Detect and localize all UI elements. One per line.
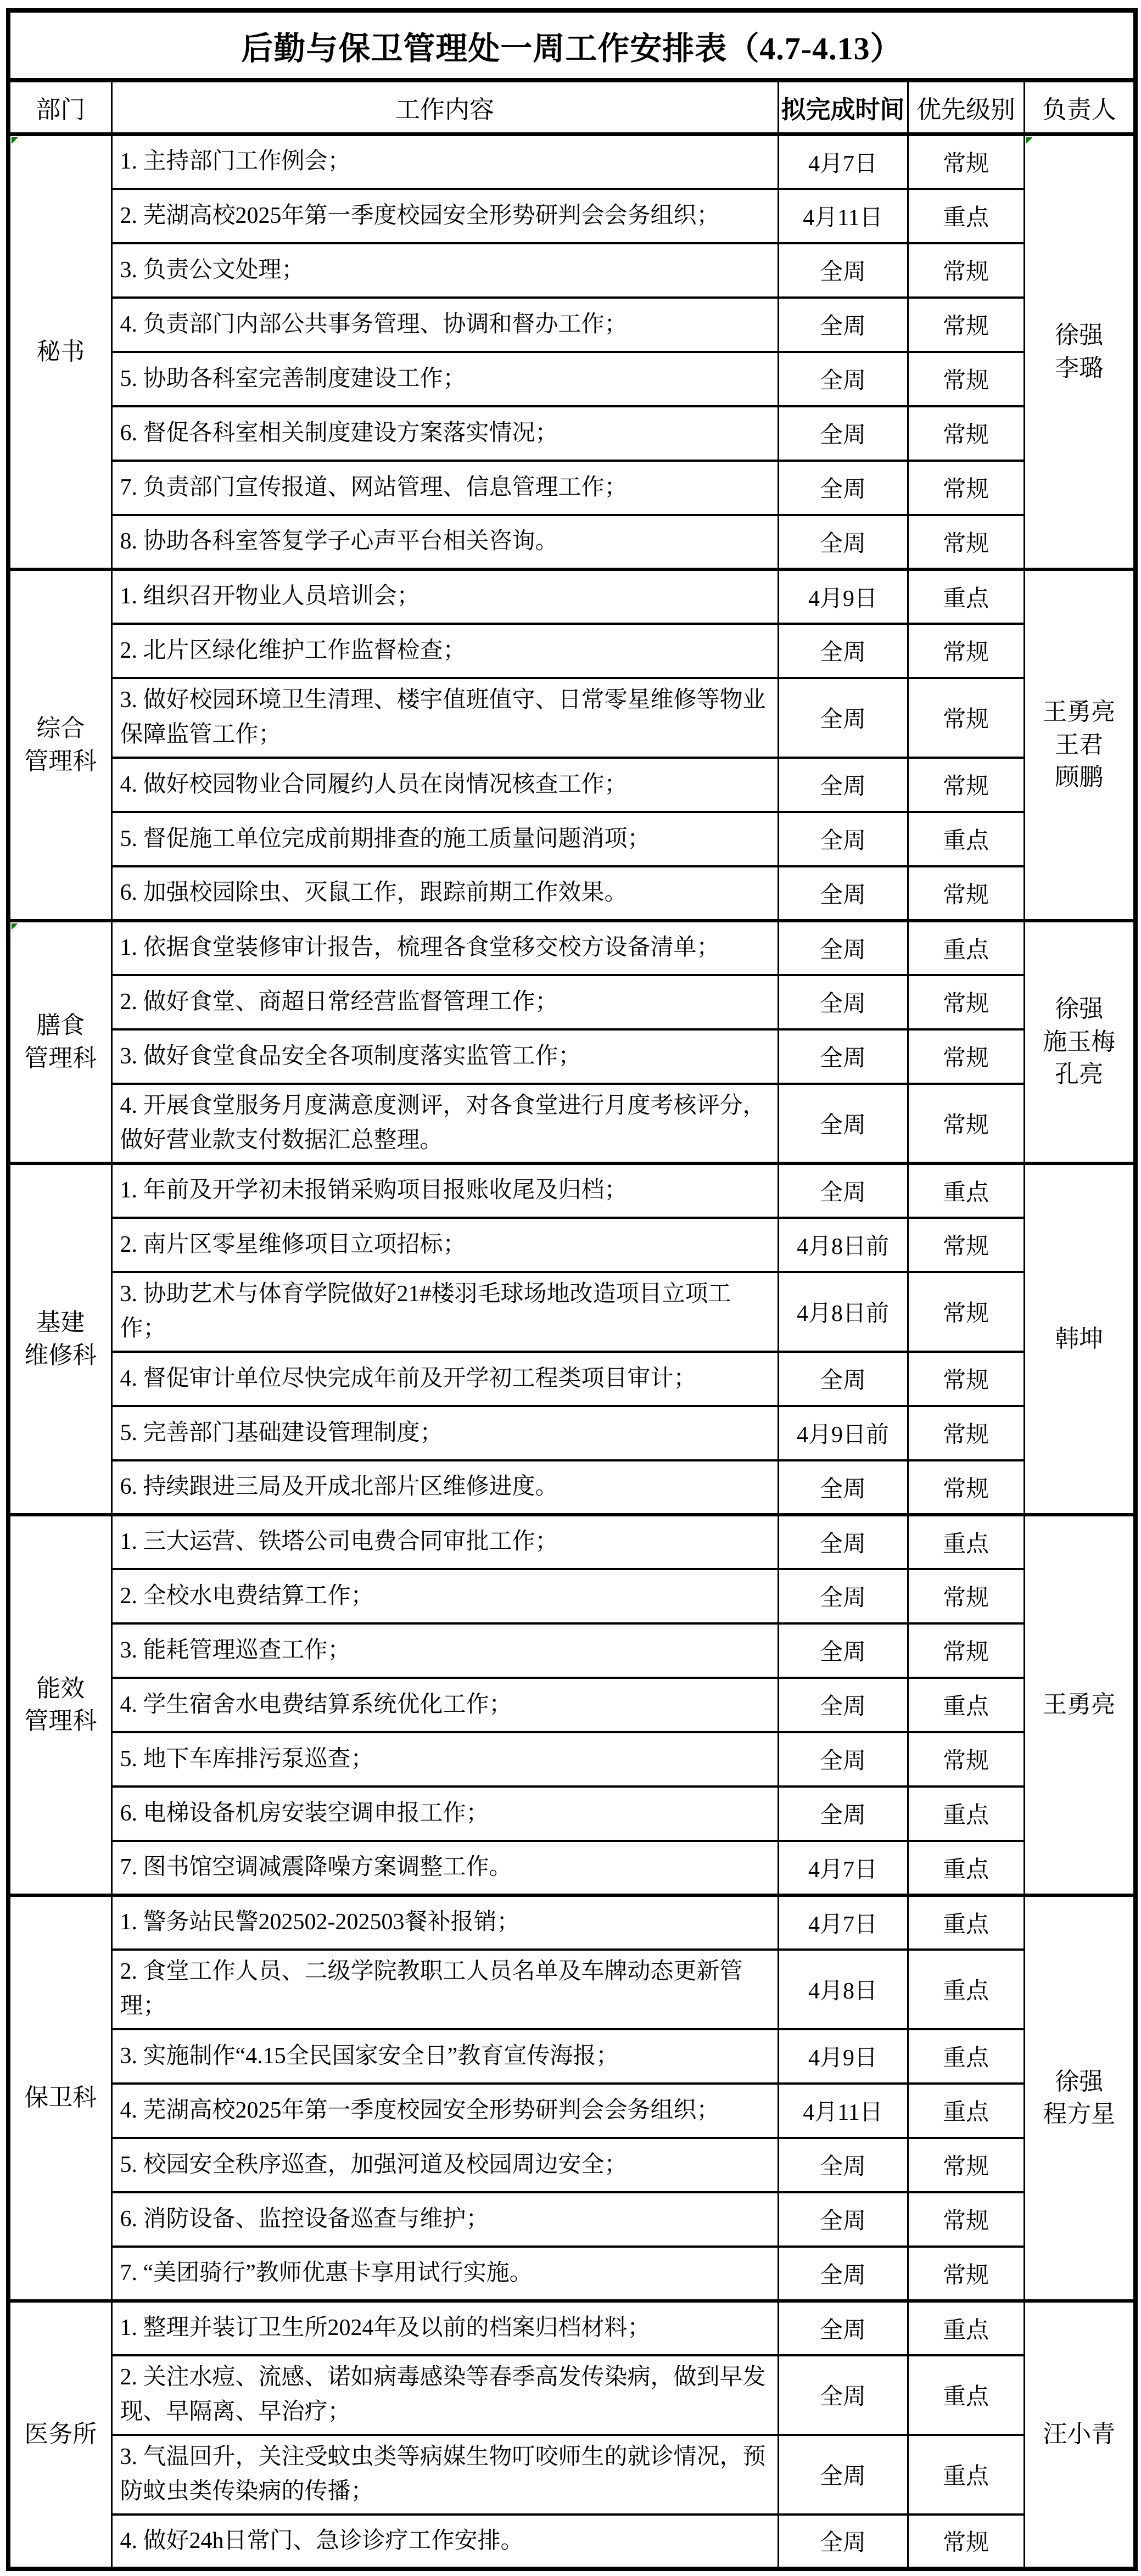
task-content-cell: 6. 消防设备、监控设备巡查与维护； [111,2192,778,2247]
task-priority-cell: 重点 [908,1895,1024,1950]
task-time-cell: 4月8日前 [778,1272,908,1352]
column-header-0: 部门 [8,80,111,135]
task-priority-cell: 重点 [908,812,1024,866]
task-content-cell: 6. 电梯设备机房安装空调申报工作； [111,1787,778,1841]
department-label: 管理科 [24,1707,97,1734]
task-time-cell: 全周 [778,921,908,975]
table-row [8,2435,1136,2515]
task-time-cell: 全周 [778,758,908,812]
department-label: 维修科 [24,1341,97,1369]
task-priority-cell: 常规 [908,758,1024,812]
owner-name: 程方星 [1043,2101,1116,2127]
table-row [8,1352,1136,1406]
owner-cell [1024,1515,1136,1895]
task-content-cell: 2. 全校水电费结算工作； [111,1569,778,1623]
department-cell [8,135,111,569]
excel-flag-icon [1026,137,1033,144]
table-row [8,921,1136,975]
task-time-cell: 全周 [778,624,908,678]
table-row [8,1163,1136,1218]
task-priority-cell: 重点 [908,1841,1024,1895]
owner-cell [1024,1895,1136,2301]
task-content-cell: 1. 警务站民警202502-202503餐补报销； [111,1895,778,1950]
table-row [8,812,1136,866]
task-content-cell: 7. 负责部门宣传报道、网站管理、信息管理工作； [111,461,778,515]
task-time-cell: 全周 [778,1623,908,1678]
task-time-cell: 全周 [778,2192,908,2247]
task-time-cell: 全周 [778,461,908,515]
department-label: 基建 [36,1309,85,1336]
task-content-cell: 2. 南片区零星维修项目立项招标； [111,1218,778,1272]
task-time-cell: 全周 [778,866,908,921]
task-priority-cell: 常规 [908,866,1024,921]
task-priority-cell: 常规 [908,2247,1024,2301]
task-content-cell: 6. 持续跟进三局及开成北部片区维修进度。 [111,1460,778,1515]
task-content-cell: 4. 学生宿舍水电费结算系统优化工作； [111,1678,778,1732]
task-content-cell: 4. 芜湖高校2025年第一季度校园安全形势研判会会务组织； [111,2084,778,2138]
owner-cell [1024,2301,1136,2569]
task-content-cell: 3. 气温回升，关注受蚊虫类等病媒生物叮咬师生的就诊情况，预防蚊虫类传染病的传播； [111,2435,778,2515]
task-priority-cell: 常规 [908,624,1024,678]
task-time-cell: 4月9日 [778,2029,908,2084]
department-label: 综合 [36,715,85,742]
task-priority-cell: 常规 [908,1623,1024,1678]
task-content-cell: 5. 督促施工单位完成前期排查的施工质量问题消项； [111,812,778,866]
title-row [8,10,1136,80]
task-time-cell: 全周 [778,1515,908,1569]
task-content-cell: 3. 协助艺术与体育学院做好21#楼羽毛球场地改造项目立项工作； [111,1272,778,1352]
task-time-cell: 全周 [778,812,908,866]
task-time-cell: 全周 [778,1029,908,1084]
task-content-cell: 6. 督促各科室相关制度建设方案落实情况； [111,406,778,461]
task-priority-cell: 重点 [908,2084,1024,2138]
task-priority-cell: 常规 [908,678,1024,758]
task-priority-cell: 重点 [908,1950,1024,2029]
task-content-cell: 5. 地下车库排污泵巡查； [111,1732,778,1787]
task-content-cell: 3. 能耗管理巡查工作； [111,1623,778,1678]
task-content-cell: 2. 芜湖高校2025年第一季度校园安全形势研判会会务组织； [111,189,778,243]
task-time-cell: 全周 [778,515,908,569]
owner-name: 王勇亮 [1043,1691,1116,1718]
table-row [8,1895,1136,1950]
table-row [8,624,1136,678]
department-cell [8,921,111,1163]
department-label: 保卫科 [24,2084,97,2112]
task-time-cell: 4月11日 [778,189,908,243]
owner-name: 王勇亮 [1043,698,1116,726]
task-time-cell: 全周 [778,352,908,406]
task-content-cell: 2. 北片区绿化维护工作监督检查； [111,624,778,678]
task-priority-cell: 常规 [908,461,1024,515]
table-row [8,1678,1136,1732]
table-title: 后勤与保卫管理处一周工作安排表（4.7-4.13） [8,10,1136,80]
task-content-cell: 2. 做好食堂、商超日常经营监督管理工作； [111,975,778,1029]
task-content-cell: 5. 校园安全秩序巡查，加强河道及校园周边安全； [111,2138,778,2192]
owner-name: 韩坤 [1055,1325,1104,1352]
task-time-cell: 全周 [778,1732,908,1787]
table-row [8,2247,1136,2301]
table-row [8,1029,1136,1084]
table-row [8,1460,1136,1515]
task-content-cell: 1. 三大运营、铁塔公司电费合同审批工作； [111,1515,778,1569]
task-priority-cell: 常规 [908,1460,1024,1515]
table-row [8,1406,1136,1460]
task-content-cell: 7. “美团骑行”教师优惠卡享用试行实施。 [111,2247,778,2301]
department-label: 医务所 [24,2421,97,2448]
task-time-cell: 全周 [778,678,908,758]
task-content-cell: 1. 整理并装订卫生所2024年及以前的档案归档材料； [111,2301,778,2355]
task-content-cell: 5. 完善部门基础建设管理制度； [111,1406,778,1460]
owner-cell [1024,569,1136,921]
task-priority-cell: 重点 [908,2435,1024,2515]
table-row [8,975,1136,1029]
table-row [8,758,1136,812]
task-time-cell: 4月11日 [778,2084,908,2138]
task-time-cell: 4月7日 [778,1841,908,1895]
owner-name: 施玉梅 [1043,1028,1116,1055]
task-time-cell: 4月9日前 [778,1406,908,1460]
task-priority-cell: 常规 [908,406,1024,461]
table-row [8,1272,1136,1352]
excel-flag-icon [12,137,18,144]
task-time-cell: 全周 [778,1163,908,1218]
table-row [8,1950,1136,2029]
task-content-cell: 3. 负责公文处理； [111,243,778,298]
task-priority-cell: 常规 [908,135,1024,189]
task-content-cell: 1. 主持部门工作例会； [111,135,778,189]
table-body [8,10,1136,2569]
department-label: 管理科 [24,1044,97,1072]
owner-name: 汪小青 [1043,2421,1116,2448]
task-priority-cell: 常规 [908,1732,1024,1787]
table-row [8,135,1136,189]
table-row [8,298,1136,352]
task-time-cell: 全周 [778,2138,908,2192]
task-content-cell: 4. 做好24h日常门、急诊诊疗工作安排。 [111,2515,778,2569]
task-priority-cell: 常规 [908,1352,1024,1406]
task-priority-cell: 常规 [908,2515,1024,2569]
table-row [8,1084,1136,1163]
owner-name: 徐强 [1055,995,1104,1023]
task-priority-cell: 常规 [908,1569,1024,1623]
task-time-cell: 全周 [778,1678,908,1732]
task-time-cell: 全周 [778,1787,908,1841]
table-row [8,1787,1136,1841]
task-time-cell: 全周 [778,298,908,352]
department-cell [8,2301,111,2569]
task-content-cell: 5. 协助各科室完善制度建设工作； [111,352,778,406]
table-row [8,189,1136,243]
task-priority-cell: 重点 [908,189,1024,243]
column-header-3: 优先级别 [908,80,1024,135]
task-priority-cell: 重点 [908,569,1024,624]
task-content-cell: 8. 协助各科室答复学子心声平台相关咨询。 [111,515,778,569]
task-priority-cell: 常规 [908,352,1024,406]
owner-cell [1024,1163,1136,1515]
task-time-cell: 4月7日 [778,135,908,189]
owner-cell [1024,135,1136,569]
task-priority-cell: 常规 [908,2192,1024,2247]
task-priority-cell: 重点 [908,2301,1024,2355]
owner-name: 徐强 [1055,322,1104,349]
table-row [8,1515,1136,1569]
table-row [8,569,1136,624]
department-label: 能效 [36,1675,85,1702]
task-content-cell: 3. 做好食堂食品安全各项制度落实监管工作； [111,1029,778,1084]
department-cell [8,1515,111,1895]
owner-name: 王君 [1055,731,1104,758]
table-row [8,1569,1136,1623]
task-priority-cell: 重点 [908,2355,1024,2435]
column-header-2: 拟完成时间 [778,80,908,135]
column-header-4: 负责人 [1024,80,1136,135]
task-time-cell: 全周 [778,1460,908,1515]
task-content-cell: 4. 开展食堂服务月度满意度测评，对各食堂进行月度考核评分，做好营业款支付数据汇总整理。 [111,1084,778,1163]
table-row [8,2138,1136,2192]
weekly-schedule-table [6,8,1138,2571]
task-priority-cell: 常规 [908,1406,1024,1460]
table-row [8,1218,1136,1272]
department-label: 膳食 [36,1012,85,1039]
table-row [8,678,1136,758]
table-row [8,515,1136,569]
department-cell [8,569,111,921]
task-content-cell: 4. 督促审计单位尽快完成年前及开学初工程类项目审计； [111,1352,778,1406]
task-time-cell: 4月8日 [778,1950,908,2029]
task-content-cell: 7. 图书馆空调减震降噪方案调整工作。 [111,1841,778,1895]
task-time-cell: 全周 [778,1352,908,1406]
owner-name: 顾鹏 [1055,764,1104,791]
task-content-cell: 1. 年前及开学初未报销采购项目报账收尾及归档； [111,1163,778,1218]
table-row [8,2192,1136,2247]
task-content-cell: 4. 负责部门内部公共事务管理、协调和督办工作； [111,298,778,352]
department-label: 管理科 [24,747,97,775]
task-priority-cell: 常规 [908,1029,1024,1084]
owner-name: 孔亮 [1055,1061,1104,1088]
task-time-cell: 全周 [778,2247,908,2301]
task-content-cell: 3. 做好校园环境卫生清理、楼宇值班值守、日常零星维修等物业保障监管工作； [111,678,778,758]
task-content-cell: 1. 组织召开物业人员培训会； [111,569,778,624]
task-content-cell: 2. 食堂工作人员、二级学院教职工人员名单及车牌动态更新管理； [111,1950,778,2029]
task-priority-cell: 常规 [908,975,1024,1029]
table-row [8,1841,1136,1895]
task-time-cell: 4月8日前 [778,1218,908,1272]
task-priority-cell: 重点 [908,1515,1024,1569]
task-priority-cell: 常规 [908,1218,1024,1272]
task-time-cell: 全周 [778,2301,908,2355]
department-label: 秘书 [36,338,85,366]
owner-name: 徐强 [1055,2068,1104,2095]
task-time-cell: 全周 [778,243,908,298]
task-content-cell: 4. 做好校园物业合同履约人员在岗情况核查工作； [111,758,778,812]
table-row [8,1732,1136,1787]
task-priority-cell: 常规 [908,515,1024,569]
task-time-cell: 全周 [778,2435,908,2515]
table-row [8,1623,1136,1678]
table-row [8,2515,1136,2569]
task-content-cell: 2. 关注水痘、流感、诺如病毒感染等春季高发传染病，做到早发现、早隔离、早治疗； [111,2355,778,2435]
task-priority-cell: 重点 [908,2029,1024,2084]
owner-name: 李璐 [1055,354,1104,382]
task-priority-cell: 常规 [908,243,1024,298]
task-content-cell: 3. 实施制作“4.15全民国家安全日”教育宣传海报； [111,2029,778,2084]
table-row [8,461,1136,515]
task-time-cell: 全周 [778,975,908,1029]
table-row [8,406,1136,461]
table-row [8,2301,1136,2355]
task-priority-cell: 常规 [908,1084,1024,1163]
table-row [8,866,1136,921]
task-time-cell: 4月9日 [778,569,908,624]
department-cell [8,1163,111,1515]
table-row [8,2355,1136,2435]
owner-cell [1024,921,1136,1163]
task-time-cell: 全周 [778,406,908,461]
task-time-cell: 4月7日 [778,1895,908,1950]
table-row [8,243,1136,298]
task-time-cell: 全周 [778,2355,908,2435]
table-row [8,2029,1136,2084]
department-cell [8,1895,111,2301]
excel-flag-icon [12,923,18,930]
task-priority-cell: 常规 [908,298,1024,352]
header-row [8,80,1136,135]
task-priority-cell: 常规 [908,1272,1024,1352]
task-time-cell: 全周 [778,1569,908,1623]
task-time-cell: 全周 [778,2515,908,2569]
task-priority-cell: 常规 [908,2138,1024,2192]
table-row [8,352,1136,406]
task-time-cell: 全周 [778,1084,908,1163]
table-row [8,2084,1136,2138]
task-priority-cell: 重点 [908,921,1024,975]
task-content-cell: 1. 依据食堂装修审计报告，梳理各食堂移交校方设备清单； [111,921,778,975]
column-header-1: 工作内容 [111,80,778,135]
task-priority-cell: 重点 [908,1163,1024,1218]
task-content-cell: 6. 加强校园除虫、灭鼠工作，跟踪前期工作效果。 [111,866,778,921]
task-priority-cell: 重点 [908,1678,1024,1732]
task-priority-cell: 重点 [908,1787,1024,1841]
